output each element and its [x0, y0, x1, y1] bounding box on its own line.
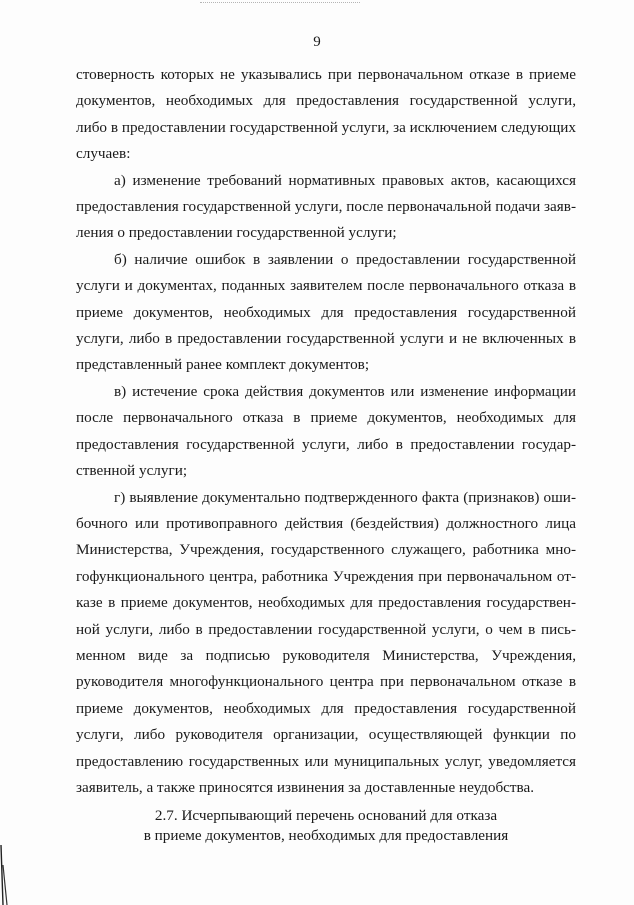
section-heading-line-2: в приеме документов, необходимых для предоставления — [143, 827, 509, 844]
paragraph-intro: стоверность которых не указывались при первоначальном отказе в приеме документов, необходимых для предоставления государственной услуги, либо в предоставлении государственной услуги, за исключением следующих случаев: — [76, 66, 576, 163]
scan-artifact-edge — [0, 845, 14, 905]
paragraph-item-g: г) выявление документально подтвержденного факта (признаков) ошибочного или противоправного действия (бездействия) должностного лица Министерства, Учреждения, государственного служащего, работника многофункционального центра, работника Учреждения при первоначальном отказе в приеме документов, необходимых для предоставления государственной услуги, либо в предоставлении государственной услуги, о чем в письменном виде за подписью руководителя Министерства, Учреждения, руководителя многофункционального центра при первоначальном отказе в приеме документов, необходимых для предоставления государственной услуги, либо руководителя организации, осуществляющей функции по предоставлению государственных или муниципальных услуг, уведомляется заявитель, а также приносятся извинения за доставленные неудобства. — [76, 488, 576, 796]
section-heading — [76, 806, 576, 846]
scan-artifact-top — [200, 2, 360, 4]
section-heading-line-1: 2.7. Исчерпывающий перечень оснований для отказа — [154, 807, 498, 824]
paragraph-item-a: а) изменение требований нормативных правовых актов, касающихся предоставления государственной услуги, после первоначальной подачи заявления о предоставлении государственной услуги; — [76, 171, 576, 242]
body-text — [76, 62, 576, 801]
paragraph-item-v: в) истечение срока действия документов или изменение информации после первоначального отказа в приеме документов, необходимых для предоставления государственной услуги, либо в предоставлении государственной услуги; — [76, 382, 576, 480]
paragraph-item-b: б) наличие ошибок в заявлении о предоставлении государственной услуги и документах, поданных заявителем после первоначального отказа в приеме документов, необходимых для предоставления государственной услуги, либо в предоставлении государственной услуги и не включенных в представленный ранее комплект документов; — [76, 250, 576, 374]
page-number: 9 — [313, 34, 321, 50]
